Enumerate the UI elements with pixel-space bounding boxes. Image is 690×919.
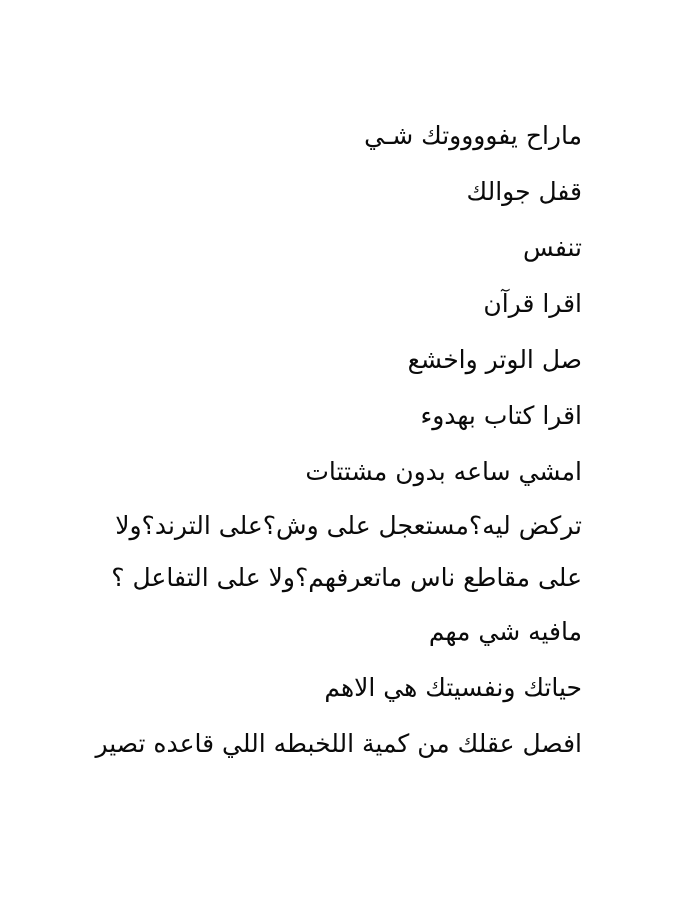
text-line: حياتك ونفسيتك هي الاهم (324, 673, 582, 702)
text-line: اقرا كتاب بهدوء (420, 401, 582, 430)
text-block (62, 108, 582, 772)
text-line: على مقاطع ناس ماتعرفهم؟ولا على التفاعل ؟ (111, 563, 582, 592)
text-line: اقرا قرآن (483, 289, 582, 318)
text-line: تنفس (522, 233, 582, 262)
text-line: امشي ساعه بدون مشتتات (305, 457, 582, 486)
text-line: قفل جوالك (466, 177, 582, 206)
text-line: مافيه شي مهم (428, 617, 582, 646)
text-line: صل الوتر واخشع (407, 345, 582, 374)
text-line: تركض ليه؟مستعجل على وش؟على الترند؟ولا (115, 511, 582, 540)
text-line: ماراح يفووووتك شـي (364, 121, 582, 150)
text-line: افصل عقلك من كمية اللخبطه اللي قاعده تصير (95, 729, 582, 758)
